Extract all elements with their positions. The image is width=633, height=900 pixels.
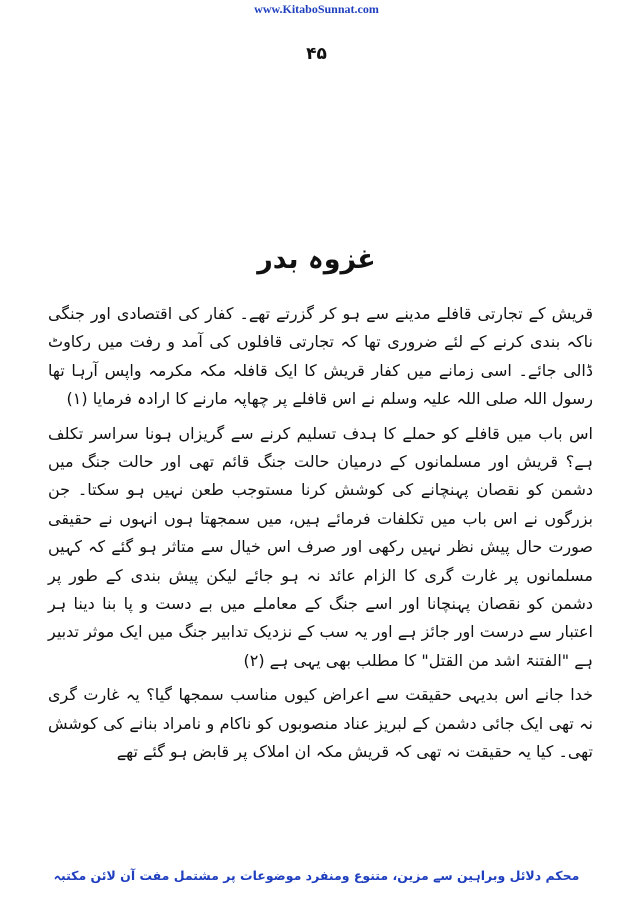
header-url-link[interactable]: www.KitaboSunnat.com xyxy=(254,2,379,16)
page-number: ۴۵ xyxy=(306,44,327,64)
footer-library-link[interactable]: محکم دلائل وبراہین سے مزین، متنوع ومنفرد موضوعات پر مشتمل مفت آن لائن مکتبہ xyxy=(53,868,580,883)
body-text xyxy=(48,300,593,767)
paragraph-2: اس باب میں قافلے کو حملے کا ہدف تسلیم کرنے سے گریزاں ہونا سراسر تکلف ہے؟ قریش اور مسلمانوں کے درمیان حالت جنگ قائم تھی اور حالت جنگ میں دشمن کو نقصان پہنچانے کی کوشش کرنا مستوجب طعن نہیں ہو سکتا۔ جن بزرگوں نے اس باب میں تکلفات فرمائے ہیں، میں سمجھتا ہوں انہوں نے حقیقی صورت حال پیش نظر نہیں رکھی اور صرف اس خیال سے متاثر ہو گئے کہ کہیں مسلمانوں پر غارت گری کا الزام عائد نہ ہو جائے لیکن پیش بندی کے طور پر دشمن کو نقصان پہنچانا اور اسے جنگ کے معاملے میں بے دست و پا بنا دینا ہر اعتبار سے درست اور جائز ہے اور یہ سب کے نزدیک تدابیر جنگ میں ایک موثر تدبیر ہے "الفتنۃ اشد من القتل" کا مطلب بھی یہی ہے (۲) xyxy=(48,423,593,670)
paragraph-1: قریش کے تجارتی قافلے مدینے سے ہو کر گزرتے تھے۔ کفار کی اقتصادی اور جنگی ناکہ بندی کرنے کے لئے ضروری تھا کہ تجارتی قافلوں کی آمد و رفت میں رکاوٹ ڈالی جائے۔ اسی زمانے میں کفار قریش کا ایک قافلہ مکہ مکرمہ واپس آرہا تھا رسول اللہ صلی اللہ علیہ وسلم نے اس قافلے پر چھاپہ مارنے کا ارادہ فرمایا (۱) xyxy=(48,304,593,409)
paragraph-3: خدا جانے اس بدیہی حقیقت سے اعراض کیوں مناسب سمجھا گیا؟ یہ غارت گری نہ تھی ایک جائی دشمن کے لبریز عناد منصوبوں کو ناکام و نامراد بنانے کی کوشش تھی۔ کیا یہ حقیقت نہ تھی کہ قریش مکہ ان املاک پر قابض ہو گئے تھے xyxy=(48,685,593,762)
chapter-title: غزوہ بدر xyxy=(257,244,376,275)
